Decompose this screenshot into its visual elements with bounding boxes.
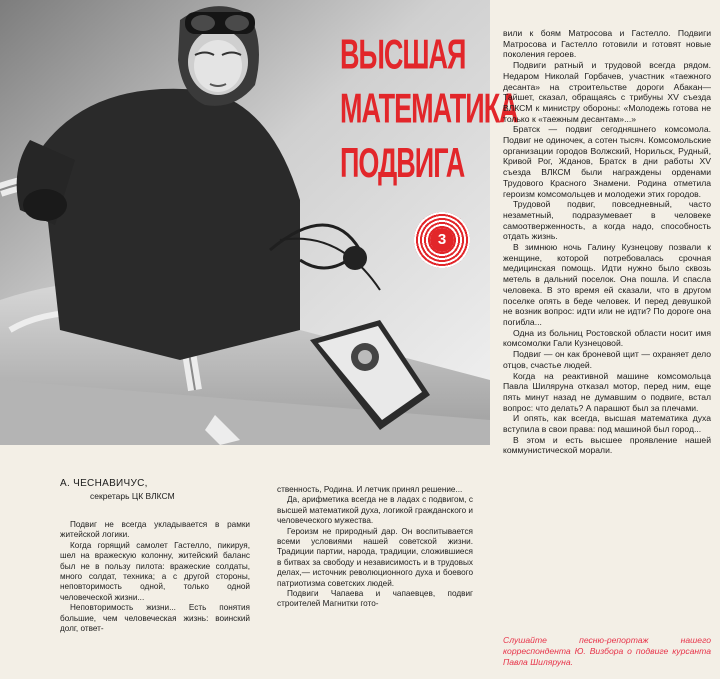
text-column-3 <box>503 28 711 456</box>
audio-record-note: Слушайте песню-репортаж нашего корреспондента Ю. Визбора о подвиге курсанта Павла Шиляруна. <box>503 635 711 667</box>
paragraph: В этом и есть высшее проявление нашей коммунистической морали. <box>503 434 711 456</box>
text-column-2 <box>277 485 473 610</box>
paragraph: вили к боям Матросова и Гастелло. Подвиги Матросова и Гастелло готовили и готовят новые поколения героев. <box>503 28 711 60</box>
paragraph: Трудовой подвиг, повседневный, часто незаметный, подразумевает в человеке самоотверженность, а когда надо, способность отдать жизнь. <box>503 199 711 242</box>
paragraph: Подвиг не всегда укладывается в рамки житейской логики. <box>60 520 250 540</box>
text-column-1 <box>60 520 250 634</box>
paragraph: Одна из больниц Ростовской области носит имя комсомолки Гали Кузнецовой. <box>503 327 711 349</box>
series-number: 3 <box>430 228 454 252</box>
paragraph: В зимнюю ночь Галину Кузнецову позвали к женщине, которой потребовалась срочная медицинская помощь. Идти нужно было сквозь метель в дальний поселок. Она пошла. И спасла человека. В это время ей сказали, что в другом поселке опять в беде человек. И перед девушкой не возник вопрос: идти или не идти? По дороге она погибла... <box>503 242 711 327</box>
title-line-1: ВЫСШАЯ <box>340 31 466 78</box>
paragraph: Когда на реактивной машине комсомольца Павла Шиляруна отказал мотор, перед ним, еще пять минут назад не думавшим о подвиге, встал вопрос: что делать? А парашют был за плечами. <box>503 370 711 413</box>
pilot-photo <box>0 0 518 445</box>
article-title <box>340 28 518 191</box>
paragraph: Неповторимость жизни... Есть понятия большие, чем человеческая жизнь: воинский долг, ответ- <box>60 603 250 634</box>
paragraph: Братск — подвиг сегодняшнего комсомола. Подвиг не одиночек, а сотен тысяч. Комсомольские организации городов Волжский, Норильск, Рудный, Кривой Рог, Жданов, Братск в дни работы XV съезда ВЛКСМ были награждены орденами Трудового Красного Знамени. Родина отметила героизм комсомольцев и молодежи этих городов. <box>503 124 711 199</box>
paragraph: Героизм не природный дар. Он воспитывается всеми условиями нашей советской жизни. Традиции партии, народа, традиции, сложившиеся в битвах за свободу и независимость и в трудовых делах,— источник революционного духа и боевого патриотизма советских людей. <box>277 526 473 588</box>
title-line-2: МАТЕМАТИКА <box>340 85 518 132</box>
paragraph: Подвиг — он как броневой щит — охраняет дело отцов, счастье людей. <box>503 349 711 370</box>
paragraph: И опять, как всегда, высшая математика духа вступила в свои права: под машиной был город... <box>503 413 711 435</box>
author-role: секретарь ЦК ВЛКСМ <box>90 491 175 501</box>
paragraph: Подвиги Чапаева и чапаевцев, подвиг строителей Магнитки гото- <box>277 589 473 609</box>
author-block <box>60 478 250 501</box>
paragraph: Подвиги ратный и трудовой всегда рядом. Недаром Николай Горбачев, участник «таежного десанта» на строительстве дороги Абакан—Тайшет, сказал, обращаясь с трибуны XV съезда ВЛКСМ к министру обороны: «Молодежь готова не только к «таежным десантам»...» <box>503 60 711 124</box>
author-name: А. ЧЕСНАВИЧУС, <box>60 478 148 489</box>
series-number-badge <box>414 212 470 268</box>
paragraph: Когда горящий самолет Гастелло, пикируя, шел на вражескую колонну, житейский баланс был не в пользу пилота: вражеские солдаты, много солдат, техника; а с другой стороны, неповторимость одной, только одной человеческой жизни... <box>60 540 250 602</box>
paragraph: Да, арифметика всегда не в ладах с подвигом, с высшей математикой духа, логикой гражданского и человеческого мужества. <box>277 495 473 526</box>
paragraph: ственность, Родина. И летчик принял решение... <box>277 485 463 494</box>
title-line-3: ПОДВИГА <box>340 139 465 187</box>
